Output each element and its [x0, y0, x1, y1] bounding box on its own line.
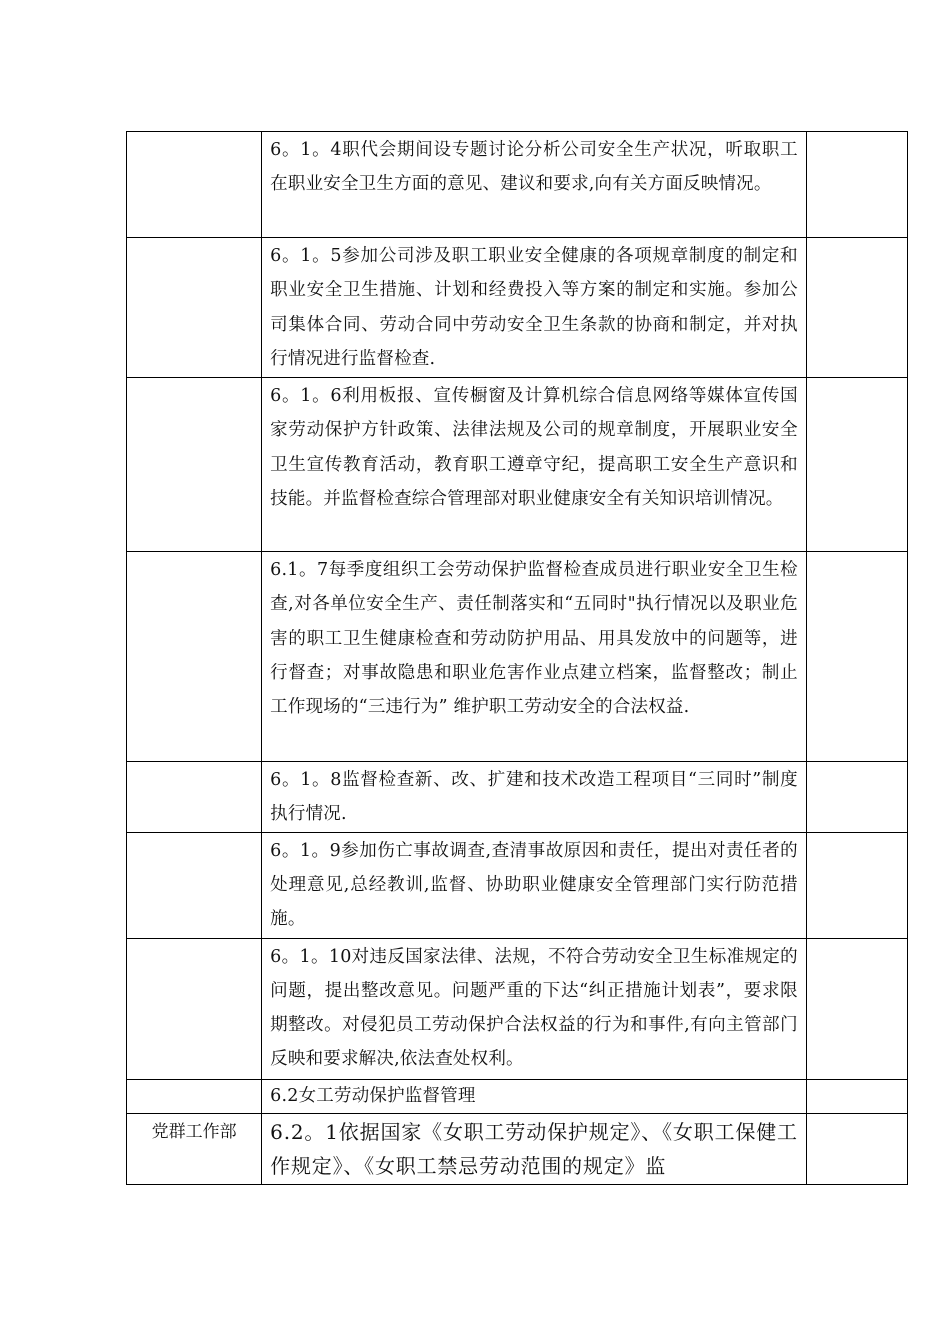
- note-cell: [806, 938, 907, 1079]
- note-cell: [806, 552, 907, 762]
- content-cell: 6。1。8监督检查新、改、扩建和技术改造工程项目“三同时”制度执行情况.: [262, 762, 807, 833]
- dept-cell: [127, 1079, 262, 1113]
- dept-cell: [127, 552, 262, 762]
- note-cell: [806, 238, 907, 378]
- table-row: [127, 1079, 908, 1113]
- table-row: [127, 1113, 908, 1184]
- table-row: [127, 238, 908, 378]
- responsibility-table: [126, 131, 908, 1185]
- table-row: [127, 132, 908, 238]
- table-row: [127, 938, 908, 1079]
- dept-cell: [127, 938, 262, 1079]
- content-cell: 6.2女工劳动保护监督管理: [262, 1079, 807, 1113]
- table-row: [127, 378, 908, 552]
- content-cell: 6。1。4职代会期间设专题讨论分析公司安全生产状况，听取职工在职业安全卫生方面的意见、建议和要求,向有关方面反映情况。: [262, 132, 807, 238]
- content-cell: 6.1。7每季度组织工会劳动保护监督检查成员进行职业安全卫生检查,对各单位安全生产、责任制落实和“五同时"执行情况以及职业危害的职工卫生健康检查和劳动防护用品、用具发放中的问题等，进行督查；对事故隐患和职业危害作业点建立档案，监督整改；制止工作现场的“三违行为” 维护职工劳动安全的合法权益.: [262, 552, 807, 762]
- content-cell: 6。1。10对违反国家法律、法规，不符合劳动安全卫生标准规定的问题，提出整改意见。问题严重的下达“纠正措施计划表”，要求限期整改。对侵犯员工劳动保护合法权益的行为和事件,有向主管部门反映和要求解决,依法查处权利。: [262, 938, 807, 1079]
- note-cell: [806, 1113, 907, 1184]
- note-cell: [806, 378, 907, 552]
- dept-cell: [127, 132, 262, 238]
- dept-cell: 党群工作部: [127, 1113, 262, 1184]
- note-cell: [806, 832, 907, 938]
- dept-cell: [127, 238, 262, 378]
- dept-cell: [127, 762, 262, 833]
- dept-cell: [127, 378, 262, 552]
- content-cell: 6。1。5参加公司涉及职工职业安全健康的各项规章制度的制定和职业安全卫生措施、计划和经费投入等方案的制定和实施。参加公司集体合同、劳动合同中劳动安全卫生条款的协商和制定，并对执行情况进行监督检查.: [262, 238, 807, 378]
- content-cell: 6。1。6利用板报、宣传橱窗及计算机综合信息网络等媒体宣传国家劳动保护方针政策、法律法规及公司的规章制度，开展职业安全卫生宣传教育活动，教育职工遵章守纪，提高职工安全生产意识和技能。并监督检查综合管理部对职业健康安全有关知识培训情况。: [262, 378, 807, 552]
- dept-cell: [127, 832, 262, 938]
- content-cell: 6。1。9参加伤亡事故调查,查清事故原因和责任，提出对责任者的处理意见,总经教训,监督、协助职业健康安全管理部门实行防范措施。: [262, 832, 807, 938]
- table-row: [127, 552, 908, 762]
- table-row: [127, 762, 908, 833]
- table-row: [127, 832, 908, 938]
- note-cell: [806, 762, 907, 833]
- note-cell: [806, 1079, 907, 1113]
- content-cell: 6.2。1依据国家《女职工劳动保护规定》、《女职工保健工作规定》、《女职工禁忌劳动范围的规定》监: [262, 1113, 807, 1184]
- note-cell: [806, 132, 907, 238]
